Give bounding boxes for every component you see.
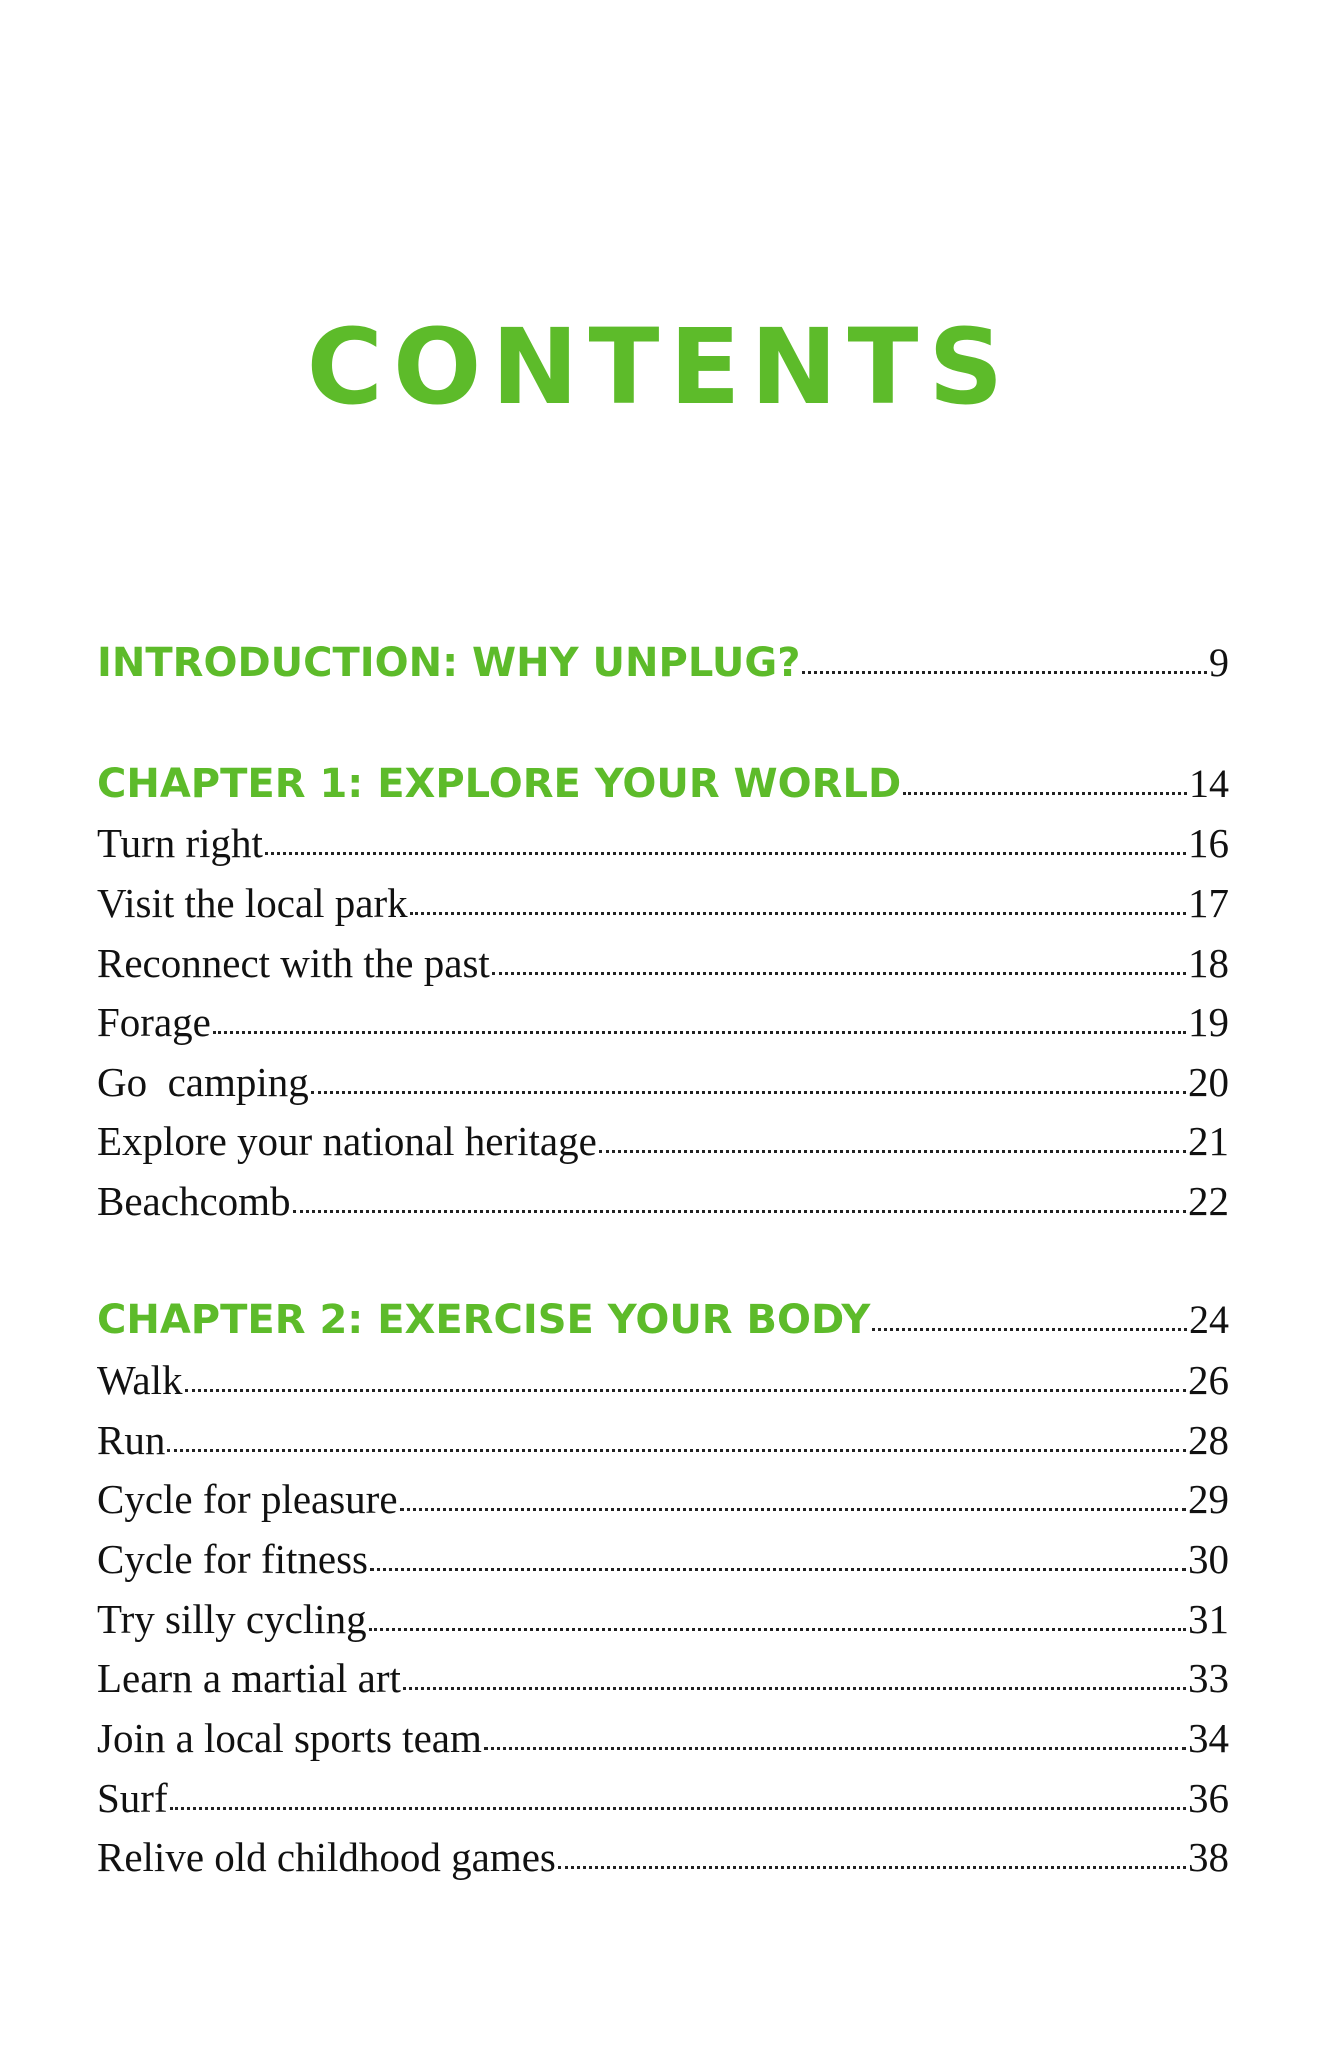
toc-item-label: Walk: [97, 1357, 183, 1403]
toc-page-number: 16: [1188, 820, 1229, 866]
toc-page-number: 18: [1188, 940, 1229, 986]
toc-item[interactable]: [97, 1173, 1229, 1229]
toc-heading-label: CHAPTER 1: EXPLORE YOUR WORLD: [97, 761, 902, 807]
dot-leader: [185, 1353, 1186, 1394]
toc-item[interactable]: [97, 1829, 1229, 1885]
toc-item[interactable]: [97, 1531, 1229, 1587]
toc-item-label: Explore your national heritage: [97, 1118, 597, 1164]
toc-item-label: Learn a martial art: [97, 1655, 401, 1701]
toc-page-number: 22: [1188, 1178, 1229, 1224]
toc-page-number: 28: [1188, 1417, 1229, 1463]
toc-page-number: 26: [1188, 1357, 1229, 1403]
toc-page-number: 21: [1188, 1118, 1229, 1164]
toc-item-label: Run: [97, 1417, 166, 1463]
toc-page-number: 9: [1209, 640, 1229, 685]
dot-leader: [311, 1055, 1186, 1096]
toc-heading-chapter-2[interactable]: [97, 1292, 1229, 1348]
toc-item[interactable]: [97, 875, 1229, 931]
toc-heading-introduction[interactable]: [97, 635, 1229, 691]
toc-item[interactable]: [97, 815, 1229, 871]
dot-leader: [903, 757, 1187, 797]
toc-item-label: Cycle for fitness: [97, 1536, 368, 1582]
toc-item-label: Turn right: [97, 820, 263, 866]
toc-item[interactable]: [97, 1352, 1229, 1408]
dot-leader: [872, 1293, 1187, 1333]
dot-leader: [213, 995, 1186, 1036]
dot-leader: [170, 1771, 1186, 1812]
toc-item[interactable]: [97, 1054, 1229, 1110]
dot-leader: [369, 1592, 1186, 1633]
toc-item[interactable]: [97, 935, 1229, 991]
toc-page-number: 31: [1188, 1596, 1229, 1642]
toc-page-number: 19: [1188, 999, 1229, 1045]
toc-heading-label: INTRODUCTION: WHY UNPLUG?: [97, 640, 801, 686]
toc-page-number: 20: [1188, 1059, 1229, 1105]
toc-page-number: 29: [1188, 1476, 1229, 1522]
page-title: CONTENTS: [306, 306, 1014, 428]
toc-item-label: Beachcomb: [97, 1178, 291, 1224]
toc-item[interactable]: [97, 1471, 1229, 1527]
toc-item-label: Surf: [97, 1775, 168, 1821]
toc-item-label: Cycle for pleasure: [97, 1476, 398, 1522]
toc-page-number: 38: [1188, 1834, 1229, 1880]
toc-heading-chapter-1[interactable]: [97, 756, 1229, 812]
toc-page-number: 30: [1188, 1536, 1229, 1582]
toc-item[interactable]: [97, 1412, 1229, 1468]
toc-item[interactable]: [97, 1650, 1229, 1706]
toc-item[interactable]: [97, 1113, 1229, 1169]
dot-leader: [484, 1711, 1186, 1752]
toc-item-label: Join a local sports team: [97, 1715, 482, 1761]
toc-page-number: 33: [1188, 1655, 1229, 1701]
toc-page-number: 24: [1189, 1297, 1229, 1342]
toc-page-number: 14: [1189, 761, 1229, 806]
toc-page-number: 34: [1188, 1715, 1229, 1761]
toc-item[interactable]: [97, 1591, 1229, 1647]
dot-leader: [370, 1532, 1186, 1573]
toc-item-label: Go camping: [97, 1059, 309, 1105]
dot-leader: [293, 1174, 1186, 1215]
toc-page-number: 36: [1188, 1775, 1229, 1821]
dot-leader: [558, 1830, 1186, 1871]
toc-item-label: Reconnect with the past: [97, 940, 490, 986]
dot-leader: [400, 1472, 1186, 1513]
dot-leader: [599, 1114, 1186, 1155]
dot-leader: [167, 1413, 1186, 1454]
toc-item-label: Visit the local park: [97, 880, 408, 926]
toc-item-label: Forage: [97, 999, 211, 1045]
dot-leader: [265, 816, 1186, 857]
dot-leader: [403, 1651, 1186, 1692]
toc-item[interactable]: [97, 1770, 1229, 1826]
toc-item-label: Try silly cycling: [97, 1596, 367, 1642]
toc-page-number: 17: [1188, 880, 1229, 926]
toc-item[interactable]: [97, 994, 1229, 1050]
dot-leader: [802, 636, 1207, 676]
toc-item[interactable]: [97, 1710, 1229, 1766]
toc-item-label: Relive old childhood games: [97, 1834, 556, 1880]
dot-leader: [492, 936, 1186, 977]
toc-heading-label: CHAPTER 2: EXERCISE YOUR BODY: [97, 1297, 871, 1343]
dot-leader: [410, 876, 1186, 917]
